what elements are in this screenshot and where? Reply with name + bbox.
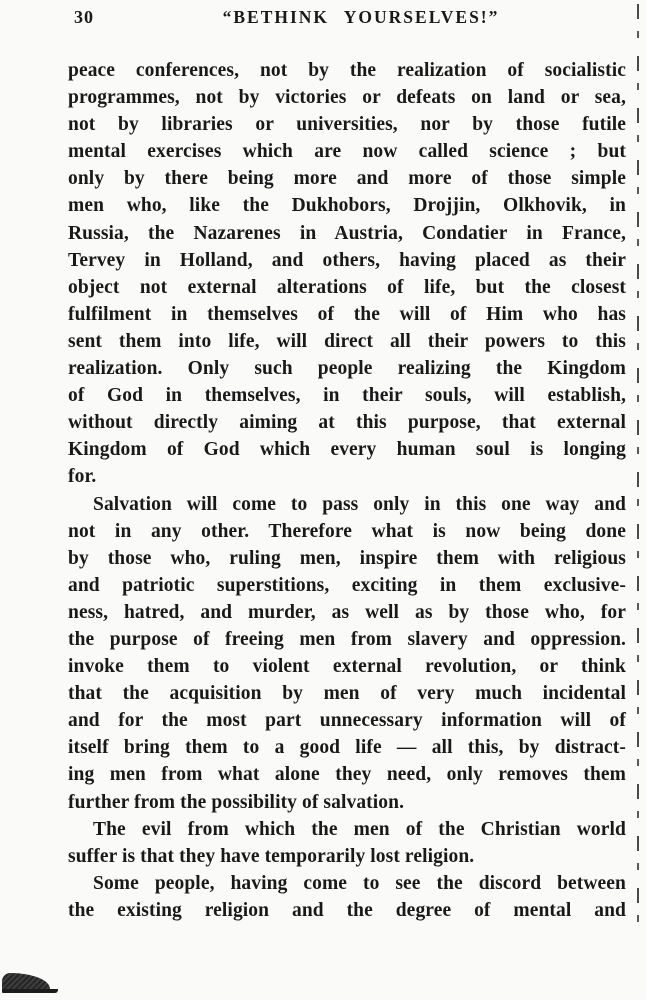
page-body [68,57,626,924]
text-line: Salvation will come to pass only in this one way and [93,493,626,515]
text-line: Russia, the Nazarenes in Austria, Condatier in France, [68,222,626,244]
text-line: without directly aiming at this purpose, that external [68,412,626,434]
text-line: programmes, not by victories or defeats on land or sea, [68,87,626,109]
text-line: ing men from what alone they need, only removes them [68,764,626,786]
text-line: and patriotic superstitions, exciting in them exclusive- [68,574,626,596]
running-title: “BETHINK YOURSELVES!” [222,7,500,27]
text-line: object not external alterations of life, but the closest [68,276,626,298]
text-line: by those who, ruling men, inspire them with religious [68,547,626,569]
paragraph [68,57,626,491]
page-header [68,7,626,33]
text-line: sent them into life, will direct all their powers to this [68,330,626,352]
text-line: men who, like the Dukhobors, Drojjin, Olkhovik, in [68,195,626,217]
thumb-shadow-base [2,989,58,993]
text-line: not by libraries or universities, nor by those futile [68,114,626,136]
text-line: invoke them to violent external revolution, or think [68,656,626,678]
text-line: realization. Only such people realizing the Kingdom [68,358,626,380]
paragraph [68,870,626,924]
text-line: the existing religion and the degree of mental and [68,899,626,921]
text-line: not in any other. Therefore what is now being done [68,520,626,542]
text-line: Kingdom of God which every human soul is longing [68,439,626,461]
page-number: 30 [74,7,94,27]
text-line: further from the possibility of salvation. [68,791,405,813]
text-line: peace conferences, not by the realization of socialistic [68,60,626,81]
text-line: mental exercises which are now called science ; but [68,141,626,163]
text-line: Some people, having come to see the discord between [93,872,626,894]
text-line: suffer is that they have temporarily lost religion. [68,845,475,867]
page-edge-scan-artifact [637,4,639,934]
text-line: the purpose of freeing men from slavery and oppression. [68,628,626,650]
text-line: only by there being more and more of those simple [68,168,626,190]
text-line: for. [68,466,97,488]
text-line: The evil from which the men of the Christian world [93,818,626,840]
text-line: itself bring them to a good life — all this, by distract- [68,737,626,759]
text-line: fulfilment in themselves of the will of Him who has [68,303,626,325]
paragraph [68,491,626,816]
text-line: and for the most part unnecessary information will of [68,710,626,732]
text-line: Tervey in Holland, and others, having placed as their [68,249,626,271]
text-line: ness, hatred, and murder, as well as by those who, for [68,601,626,623]
text-line: that the acquisition by men of very much incidental [68,683,626,705]
paragraph [68,816,626,870]
text-line: of God in themselves, in their souls, will establish, [68,385,626,407]
